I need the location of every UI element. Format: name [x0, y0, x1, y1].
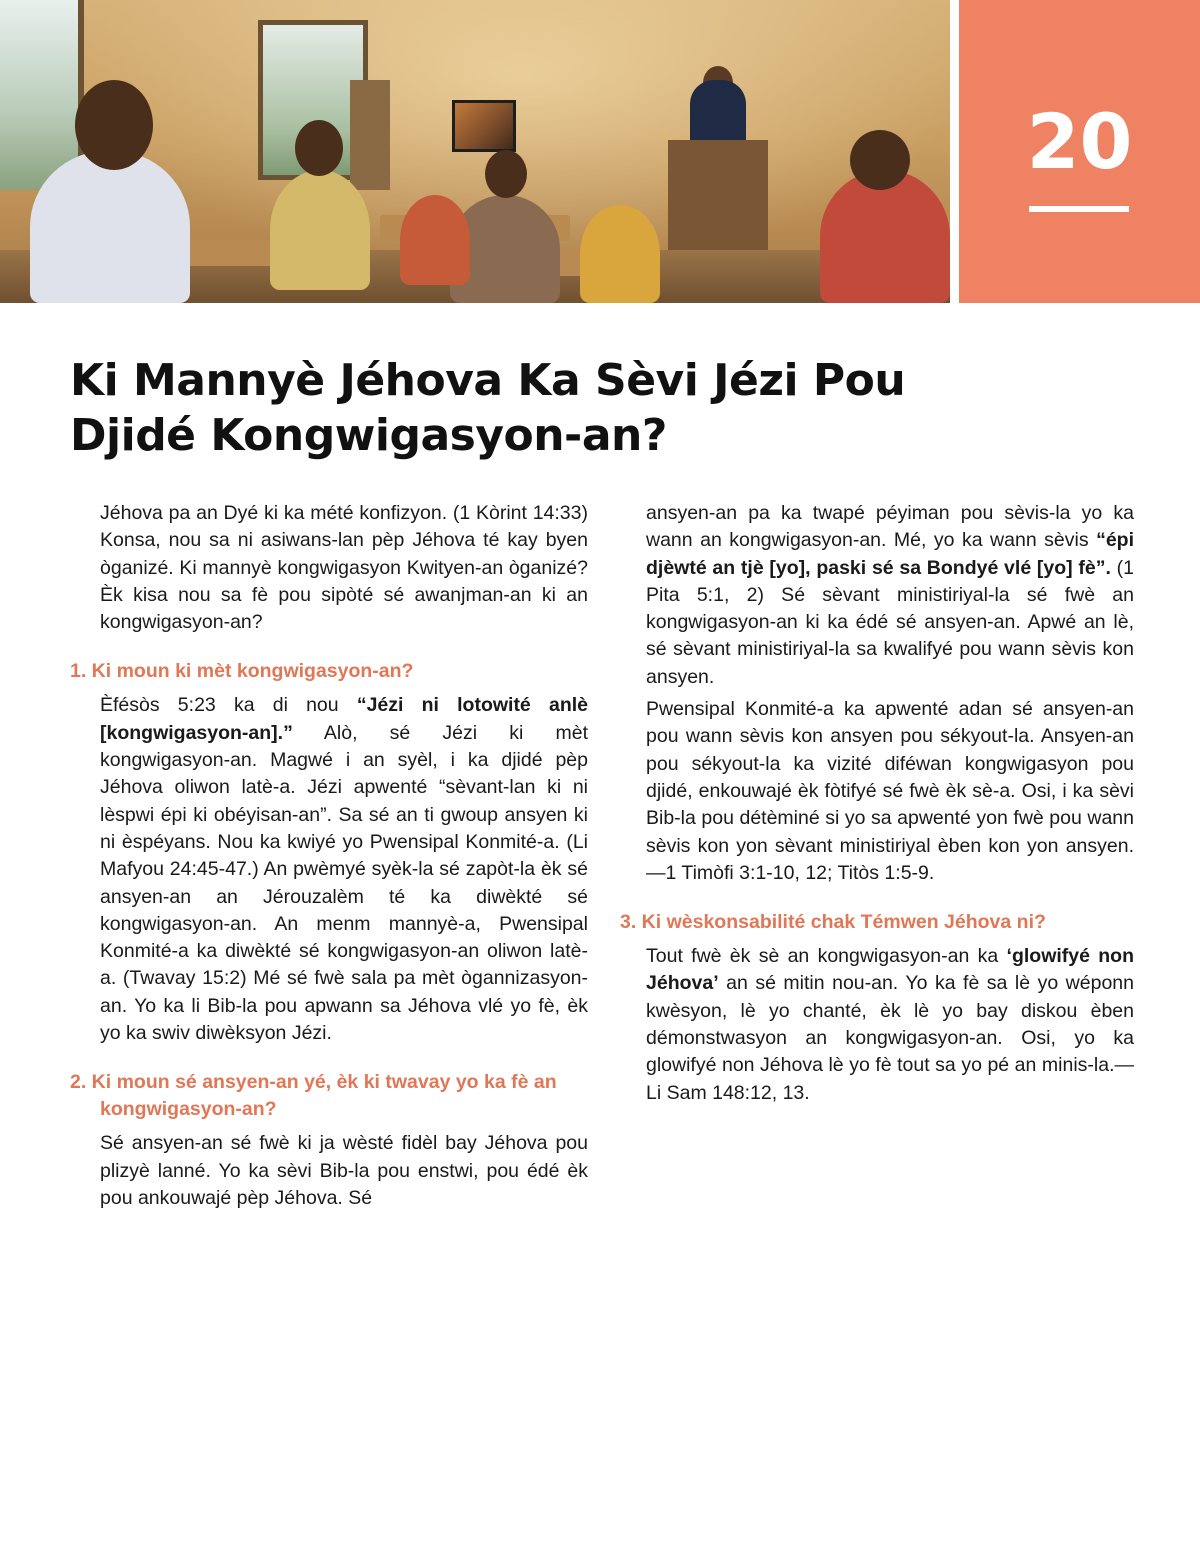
- chapter-title: [70, 353, 1150, 463]
- right-column: [620, 500, 1134, 1107]
- chapter-title-line-2: Djidé Kongwigasyon-an?: [70, 410, 667, 461]
- section-2-quote: “épi djèwté an tjè [yo], paski sé sa Bondyé vlé [yo] fè”.: [646, 529, 1134, 579]
- photo-door: [350, 80, 390, 190]
- photo-attendee-head: [295, 120, 343, 176]
- section-1-text-b: Alò, sé Jézi ki mèt kongwigasyon-an. Magwé i an syèl, i ka djidé pèp Jéhova oliwon latè-a. Jézi apwenté “sèvant-lan ki ni lèspwi épi ki obéyisan-an”. Sa sé an ti gwoup ansyen ki ni èspéyans. Nou ka kwiyé yo Pwensipal Konmité-a. (Li Mafyou 24:45-47.) An pwèmyé syèk-la sé zapòt-la èk sé ansyen-an an Jérouzalèm té ka diwèkté sé kongwigasyon-an. An menm mannyè-a, Pwensipal Konmité-a ka diwèkté sé kongwigasyon-an oliwon latè-a. (Twavay 15:2) Mé sé fwè sala pa mèt ògannizasyon-an. Yo ka li Bib-la pou apwann sa Jéhova vlé yo fè, èk yo ka swiv diwèksyon Jézi.: [100, 721, 588, 1045]
- section-2-text-a-continued: ansyen-an pa ka twapé péyiman pou sèvis-la yo ka wann an kongwigasyon-an. Mé, yo ka wann sèvis: [646, 502, 1134, 552]
- section-2-paragraph-2: Pwensipal Konmité-a ka apwenté adan sé ansyen-an pou wann sèvis kon ansyen pou sékyout-la. Ansyen-an pou sékyout-la ka vizité diféwan kongwigasyon pou djidé, enkouwajé èk fòtifyé sé fwè èk sè-a. Osi, i ka sèvi Bib-la pou détèminé si yo sa apwenté yon fwè pou wann sèvis kon yon sèvant ministiriyal èben kon yon ansyen.—1 Timòfi 3:1-10, 12; Titòs 1:5-9.: [646, 698, 1134, 884]
- header-photo: [0, 0, 950, 303]
- section-3-text-a: Tout fwè èk sè an kongwigasyon-an ka: [646, 945, 1007, 968]
- chapter-number: 20: [1026, 97, 1133, 186]
- chapter-number-underline: [1029, 206, 1129, 212]
- photo-attendee: [820, 170, 950, 303]
- section-1-quote: “Jézi ni lotowité anlè [kongwigasyon-an].”: [100, 694, 588, 744]
- chapter-badge: [959, 0, 1200, 303]
- section-2-paragraph-1: [70, 1130, 588, 1212]
- photo-attendee-head: [75, 80, 153, 170]
- photo-attendee-head: [850, 130, 910, 190]
- section-1-heading: 1. Ki moun ki mèt kongwigasyon-an?: [70, 660, 414, 683]
- section-2-text-b: (1 Pita 5:1, 2) Sé sèvant ministiriyal-la sé fwè an kongwigasyon-an ki ka édé sé ansyen-an. Apwé an lè, sé sèvant ministiriyal-la sa kwalifyé pou wann sèvis kon ansyen.: [646, 556, 1135, 688]
- photo-attendee-head: [485, 150, 527, 198]
- section-2-heading: 2. Ki moun sé ansyen-an yé, èk ki twavay yo ka fè an kongwigasyon-an?: [70, 1071, 557, 1121]
- left-column: [70, 500, 588, 1212]
- intro-paragraph: Jéhova pa an Dyé ki ka mété konfizyon. (1 Kòrint 14:33) Konsa, nou sa ni asiwans-lan pèp Jéhova té kay byen òganizé. Ki mannyè kongwigasyon Kwityen-an òganizé? Èk kisa nou sa fè pou sipòté sé awanjman-an ki an kongwigasyon-an?: [100, 502, 588, 634]
- section-1-text-a: Èfésòs 5:23 ka di nou: [100, 694, 357, 717]
- section-2-text-a: Sé ansyen-an sé fwè ki ja wèsté fidèl bay Jéhova pou plizyè lanné. Yo ka sèvi Bib-la pou enstwi, pou édé èk pou ankouwajé pèp Jéhova. Sé: [100, 1132, 588, 1209]
- section-3-paragraph: [620, 943, 1134, 1107]
- photo-attendee: [400, 195, 470, 285]
- chapter-title-line-1: Ki Mannyè Jéhova Ka Sèvi Jézi Pou: [70, 355, 906, 406]
- section-2-paragraph-1-continued: [620, 500, 1134, 691]
- section-1-paragraph: [70, 692, 588, 1047]
- photo-video-screen: [452, 100, 516, 152]
- photo-attendee: [30, 150, 190, 303]
- section-3-heading: 3. Ki wèskonsabilité chak Témwen Jéhova ni?: [620, 911, 1046, 934]
- photo-attendee: [580, 205, 660, 303]
- section-3-quote: ‘glowifyé non Jéhova’: [646, 945, 1134, 995]
- photo-attendee: [270, 170, 370, 290]
- section-3-text-b: an sé mitin nou-an. Yo ka fè sa lè yo wéponn kwèsyon, lè yo chanté, èk lè yo bay diskou èben démonstwasyon an kongwigasyon-an. Osi, yo ka glowifyé non Jéhova lè yo fè tout sa yo pé an minis-la.—Li Sam 148:12, 13.: [646, 972, 1134, 1104]
